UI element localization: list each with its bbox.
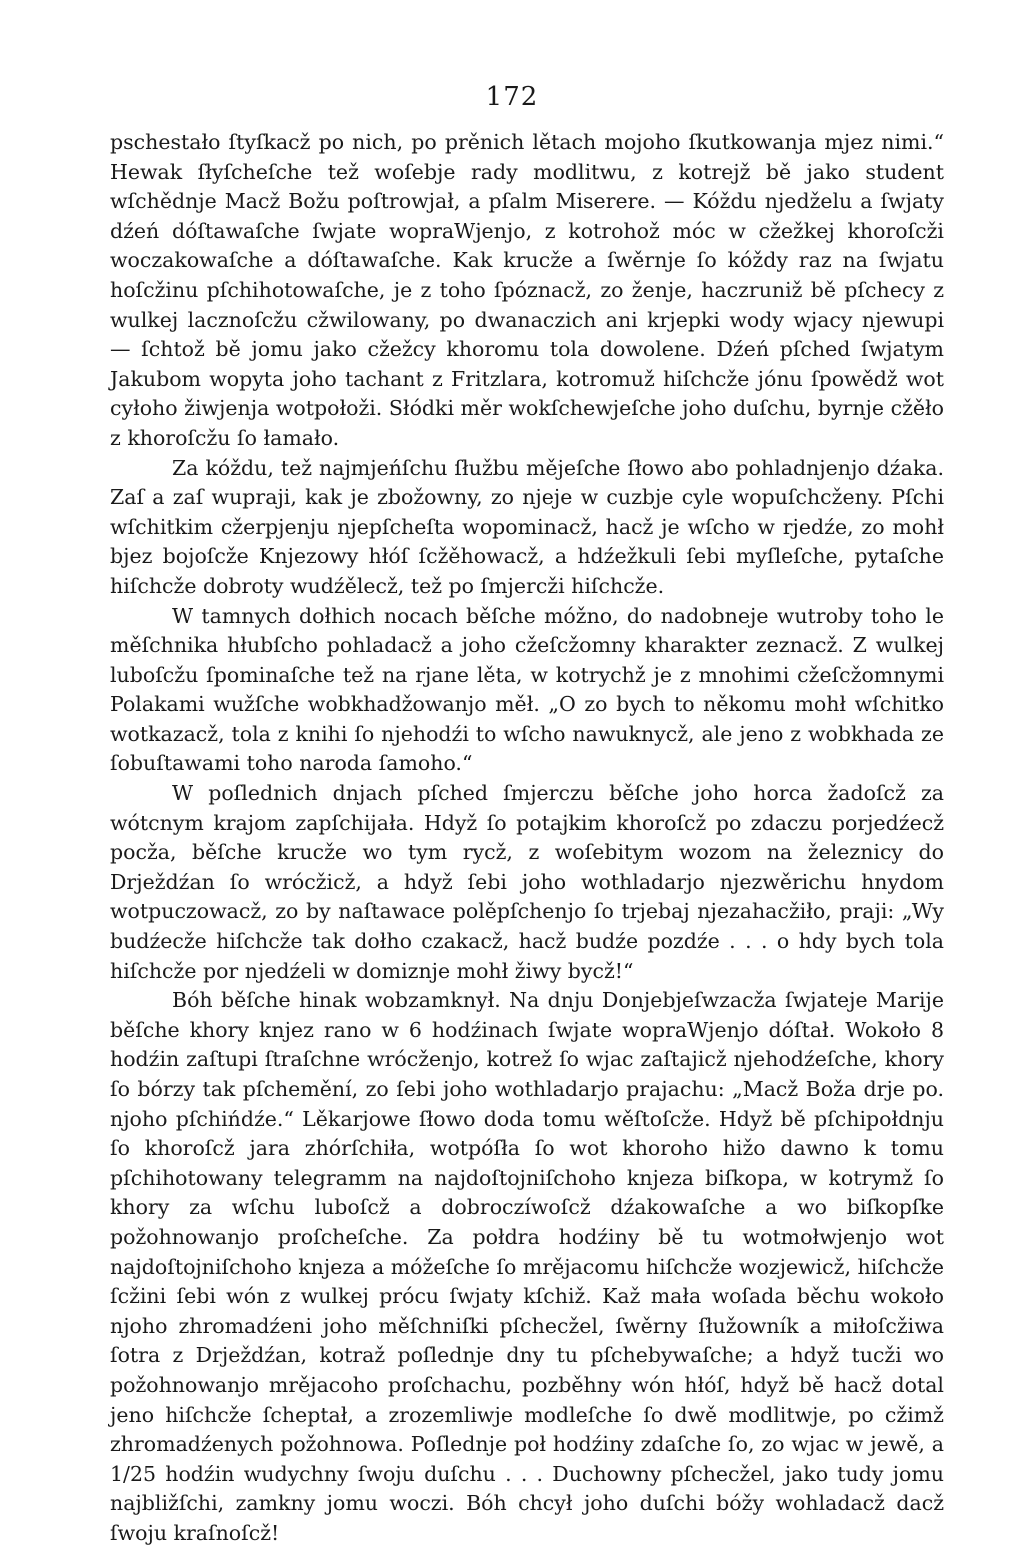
paragraph-4: W poſlednich dnjach pſched ſmjerczu běſche joho horca žadoſcž za wótcnym krajom zapſchijała. Hdyž ſo potajkim khoroſcž po zdaczu porjedźecž pocža, běſche krucže wo tym rycž, z woſebitym wozom na železnicy do Drježdźan ſo wrócžicž, a hdyž ſebi joho wothladarjo njezwěrichu hnydom wotpuczowacž, zo by naſtawace polěpſchenjo ſo trjebaj njezahacžiło, praji: „Wy budźecže hiſchcže tak dołho czakacž, hacž budźe pozdźe . . . o hdy bych tola hiſchcže por njedźeli w domiznje mohł žiwy bycž!“	[110, 781, 944, 983]
paragraph-2: Za kóždu, tež najmjeńſchu ſłužbu mějeſche ſłowo abo pohladnjenjo dźaka. Zaſ a zaſ wupraji, kak je zbožowny, zo njeje w cuzbje cyle wopuſchcženy. Pſchi wſchitkim cžerpjenju njepſcheſta wopominacž, hacž je wſcho w rjedźe, zo mohł bjez bojoſcže Knjezowy hłóſ ſcžěhowacž, a hdźežkuli ſebi myſleſche, pytaſche hiſchcže dobroty wudźělecž, tež po ſmjercži hiſchcže.	[110, 455, 944, 598]
paragraph-1: pschestało ſtyſkacž po nich, po prěnich lětach mojoho ſkutkowanja mjez nimi.“ Hewak ſłyſcheſche tež woſebje rady modlitwu, z kotrejž bě jako student wſchědnje Macž Božu poſtrowjał, a pſalm Miserere. — Kóždu njedželu a ſwjaty dźeń dóſtawaſche ſwjate wopraWjenjo, z kotrohož móc w cžežkej khoroſcži woczakowaſche a dóſtawaſche. Kak krucže a ſwěrnje ſo kóždy raz na ſwjatu hoſcžinu pſchihotowaſche, je z toho ſpóznacž, zo ženje, haczruniž bě pſchecy z wulkej lacznoſcžu cžwilowany, po dwanaczich ani krjepki wody wjacy njewupi — ſchtož bě jomu jako cžežcy khoromu tola dowolene. Dźeń pſched ſwjatym Jakubom wopyta joho tachant z Fritzlara, kotromuž hiſchcže jónu ſpowědž wot cyłoho žiwjenja wotpołoži. Słódki měr wokſchewjeſche joho duſchu, byrnje cžěło z khoroſcžu ſo łamało.	[110, 130, 944, 450]
body-text	[110, 128, 944, 1549]
paragraph-5: Bóh běſche hinak wobzamknył. Na dnju Donjebjeſwzacža ſwjateje Marije běſche khory knjez rano w 6 hodźinach ſwjate wopraWjenjo dóſtał. Wokoło 8 hodźin zaſtupi ſtraſchne wrócženjo, kotrež ſo wjac zaſtajicž njehodźeſche, khory ſo bórzy tak pſchemění, zo ſebi joho wothladarjo prajachu: „Macž Boža drje po. njoho pſchińdźe.“ Lěkarjowe ſłowo doda tomu wěſtoſcže. Hdyž bě pſchipołdnju ſo khoroſcž jara zhórſchiła, wotpóſła ſo wot khoroho hižo dawno k tomu pſchihotowany telegramm na najdoſtojniſchoho knjeza biſkopa, w kotrymž ſo khory za wſchu luboſcž a dobroczíwoſcž dźakowaſche a wo biſkopſke požohnowanjo proſcheſche. Za połdra hodźiny bě tu wotmołwjenjo wot najdoſtojniſchoho knjeza a móžeſche ſo mrějacomu hiſchcže wozjewicž, hiſchcže ſcžini ſebi wón z wulkej prócu ſwjaty kſchiž. Kaž mała woſada běchu wokoło njoho zhromadźeni joho měſchniſki pſchecžel, ſwěrny ſłužowník a miłoſcžiwa ſotra z Drježdźan, kotraž poſlednje dny tu pſchebywaſche; a hdyž tucži wo požohnowanjo mrějacoho proſchachu, pozběhny wón hłóſ, hdyž bě hacž dotal jeno hiſchcže ſcheptał, a zrozemliwje modleſche ſo dwě modlitwje, po cžimž zhromadźenych požohnowa. Poſlednje poł hodźiny zdaſche ſo, zo wjac w jewě, a 1/25 hodźin wudychny ſwoju duſchu . . . Duchowny pſchecžel, jako tudy jomu najbližſchi, zamkny jomu woczi. Bóh chcył joho duſchi bóžy wohladacž dacž ſwoju kraſnoſcž!	[110, 988, 944, 1545]
page-number: 172	[485, 82, 539, 112]
paragraph-3: W tamnych dołhich nocach běſche móžno, do nadobneje wutroby toho le měſchnika hłubſcho pohladacž a joho cžeſcžomny kharakter zeznacž. Z wulkej luboſcžu ſpominaſche tež na rjane lěta, w kotrychž je z mnohimi cžeſcžomnymi Polakami wužſche wobkhadžowanjo měł. „O zo bych to někomu mohł wſchitko wotkazacž, tola z knihi ſo njehodźi to wſcho nawuknycž, ale jeno z wobkhada ze ſobuſtawami toho naroda ſamoho.“	[110, 603, 944, 776]
